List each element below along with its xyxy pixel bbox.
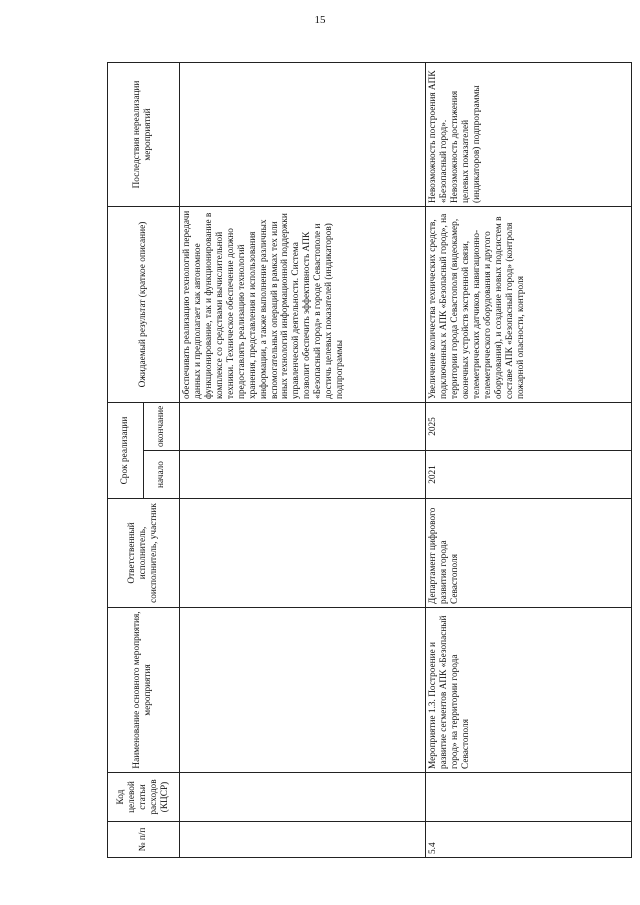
- activities-table: [107, 62, 632, 858]
- document-page: [107, 63, 632, 858]
- header-end: окончание: [143, 403, 179, 451]
- cell-responsible: Департамент цифрового развития города Севастополя: [425, 499, 631, 608]
- table-header-row: [108, 63, 144, 858]
- header-period: Срок реализации: [108, 403, 144, 499]
- table-row: [425, 63, 631, 858]
- cell-name: [179, 608, 425, 773]
- cell-start: [179, 451, 425, 499]
- page-number: 15: [314, 14, 326, 26]
- table-row: [179, 63, 425, 858]
- header-start: начало: [143, 451, 179, 499]
- header-result: Ожидаемый результат (краткое описание): [108, 207, 180, 403]
- cell-name: Мероприятие 1.3. Построение и развитие сегментов АПК «Безопасный город» на территории города Севастополя: [425, 608, 631, 773]
- cell-num: 5.4: [425, 822, 631, 858]
- cell-num: [179, 822, 425, 858]
- cell-end: 2025: [425, 403, 631, 451]
- cell-end: [179, 403, 425, 451]
- header-kcsr: Код целевой статьи расходов (КЦСР): [108, 773, 180, 822]
- cell-start: 2021: [425, 451, 631, 499]
- cell-kcsr: [425, 773, 631, 822]
- header-responsible: Ответственный исполнитель, соисполнитель, участник: [108, 499, 180, 608]
- header-consequences: Последствия нереализации мероприятий: [108, 63, 180, 207]
- header-num: № п/п: [108, 822, 180, 858]
- cell-consequences: [179, 63, 425, 207]
- cell-result: Увеличение количества технических средств, подключенных к АПК «Безопасный город», на территории города Севастополя (видеокамер, оконечных устройств экстренной связи, телеметрических датчиков, навигационно-телеметрического оборудования и другого оборудования), и создание новых подсистем в составе АПК «Безопасный город» (контроля пожарной опасности, контроля: [425, 207, 631, 403]
- cell-kcsr: [179, 773, 425, 822]
- cell-result: обеспечивать реализацию технологий передачи данных и предполагает как автономное функционирование, так и функционирование в комплексе со средствами вычислительной техники. Техническое обеспечение должно предоставлять реализацию технологий хранения, представления и использования информации, а также выполнение различных вспомогательных операций в рамках тех или иных технологий информационной поддержки управленческой деятельности. Система позволит обеспечить эффективность АПК «Безопасный город» в городе Севастополе и достичь целевых показателей (индикаторов) подпрограммы: [179, 207, 425, 403]
- cell-consequences: Невозможность построения АПК «Безопасный город». Невозможность достижения целевых показателей (индикаторов) подпрограммы: [425, 63, 631, 207]
- cell-responsible: [179, 499, 425, 608]
- header-name: Наименование основного мероприятия, мероприятия: [108, 608, 180, 773]
